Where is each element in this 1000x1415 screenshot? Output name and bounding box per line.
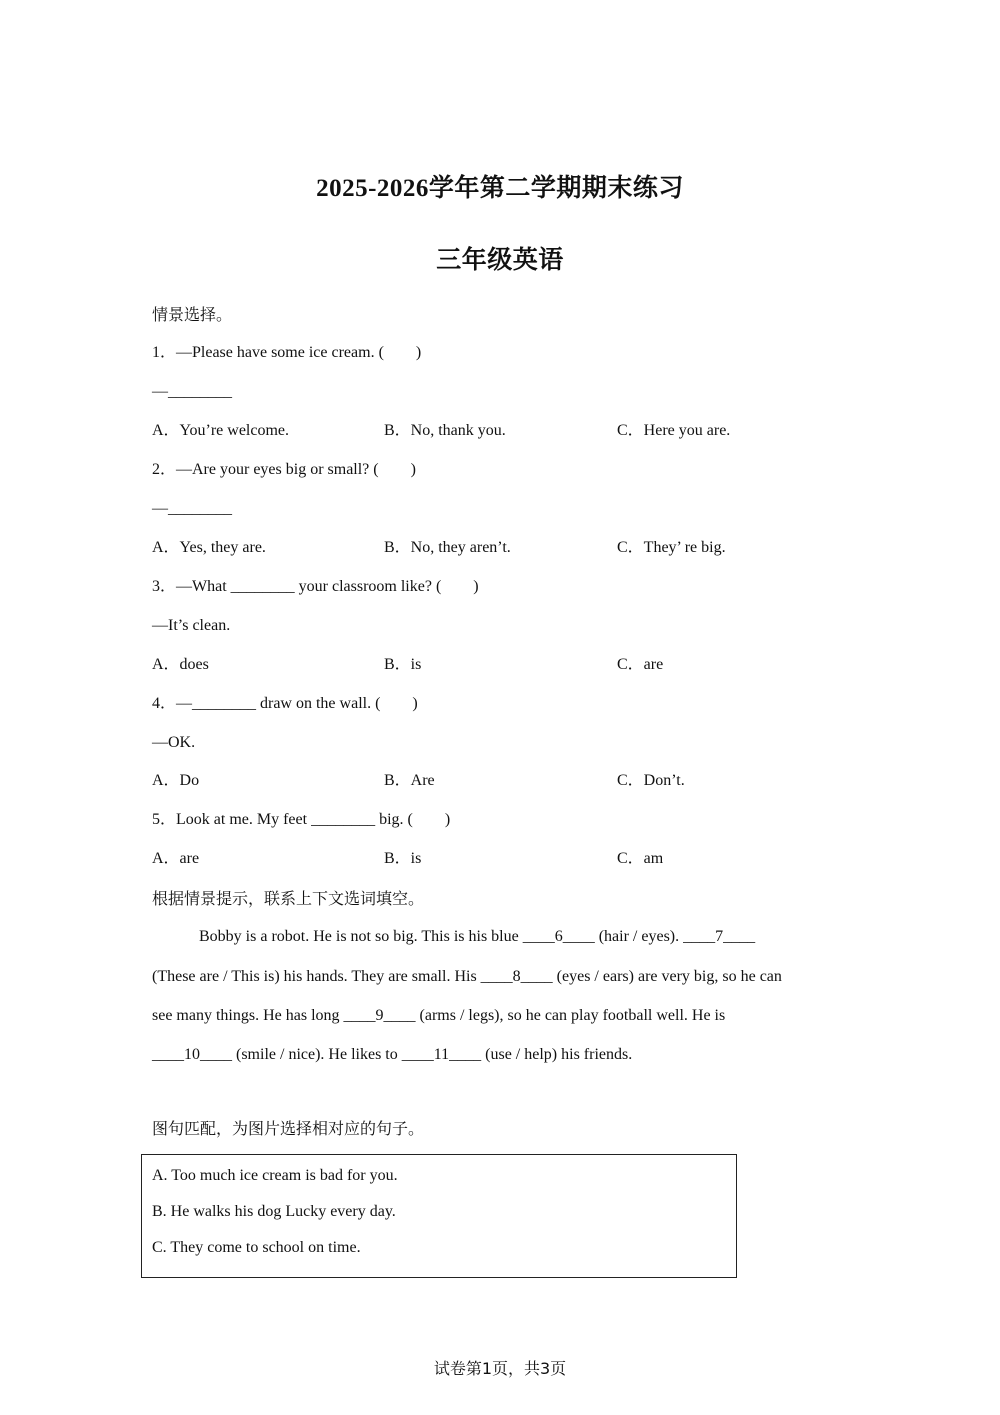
question-5-option-c: C．am (617, 850, 664, 867)
question-4-option-c: C．Don’t. (617, 772, 685, 789)
question-3-option-c: C．are (617, 656, 664, 673)
question-4-option-b: B．Are (384, 772, 435, 789)
question-5-option-b: B．is (384, 850, 422, 867)
question-1-answer-line: —________ (152, 383, 232, 400)
question-4-answer-line: —OK. (152, 734, 196, 751)
question-5-stem: 5．Look at me. My feet ________ big. ( ) (152, 811, 451, 828)
question-3-option-a: A．does (152, 656, 209, 673)
page-title: 2025-2026学年第二学期期末练习 (316, 175, 684, 202)
question-3-option-b: B．is (384, 656, 422, 673)
section1-heading: 情景选择。 (152, 305, 233, 324)
question-1-option-a: A．You’re welcome. (152, 422, 290, 439)
page-subtitle: 三年级英语 (436, 247, 564, 274)
passage-line-2: (These are / This is) his hands. They are small. His ____8____ (eyes / ears) are very big, so he can (152, 968, 782, 985)
question-5-option-a: A．are (152, 850, 200, 867)
question-2-answer-line: —________ (152, 500, 232, 517)
question-1-stem: 1．—Please have some ice cream. ( ) (152, 344, 422, 361)
question-2-option-a: A．Yes, they are. (152, 539, 266, 556)
question-2-option-c: C．They’ re big. (617, 539, 726, 556)
passage-line-4: ____10____ (smile / nice). He likes to ____11____ (use / help) his friends. (152, 1046, 633, 1063)
question-2-stem: 2．—Are your eyes big or small? ( ) (152, 461, 416, 478)
question-2-option-b: B．No, they aren’t. (384, 539, 511, 556)
question-4-option-a: A．Do (152, 772, 200, 789)
section2-heading: 根据情景提示，联系上下文选词填空。 (152, 889, 425, 908)
question-3-stem: 3．—What ________ your classroom like? ( ) (152, 578, 479, 595)
passage-line-3: see many things. He has long ____9____ (arms / legs), so he can play football well. He is (152, 1007, 726, 1024)
passage-line-1: Bobby is a robot. He is not so big. This is his blue ____6____ (hair / eyes). ____7____ (199, 928, 756, 945)
question-1-option-c: C．Here you are. (617, 422, 731, 439)
page-footer: 试卷第1页，共3页 (433, 1359, 567, 1378)
sentence-option-b: B. He walks his dog Lucky every day. (152, 1203, 396, 1220)
sentence-option-c: C. They come to school on time. (152, 1239, 361, 1256)
section3-heading: 图句匹配，为图片选择相对应的句子。 (152, 1119, 425, 1138)
question-4-stem: 4．—________ draw on the wall. ( ) (152, 695, 418, 712)
question-3-answer-line: —It’s clean. (152, 617, 231, 634)
question-1-option-b: B．No, thank you. (384, 422, 506, 439)
sentence-options-box (141, 1154, 737, 1278)
sentence-option-a: A. Too much ice cream is bad for you. (152, 1167, 398, 1184)
